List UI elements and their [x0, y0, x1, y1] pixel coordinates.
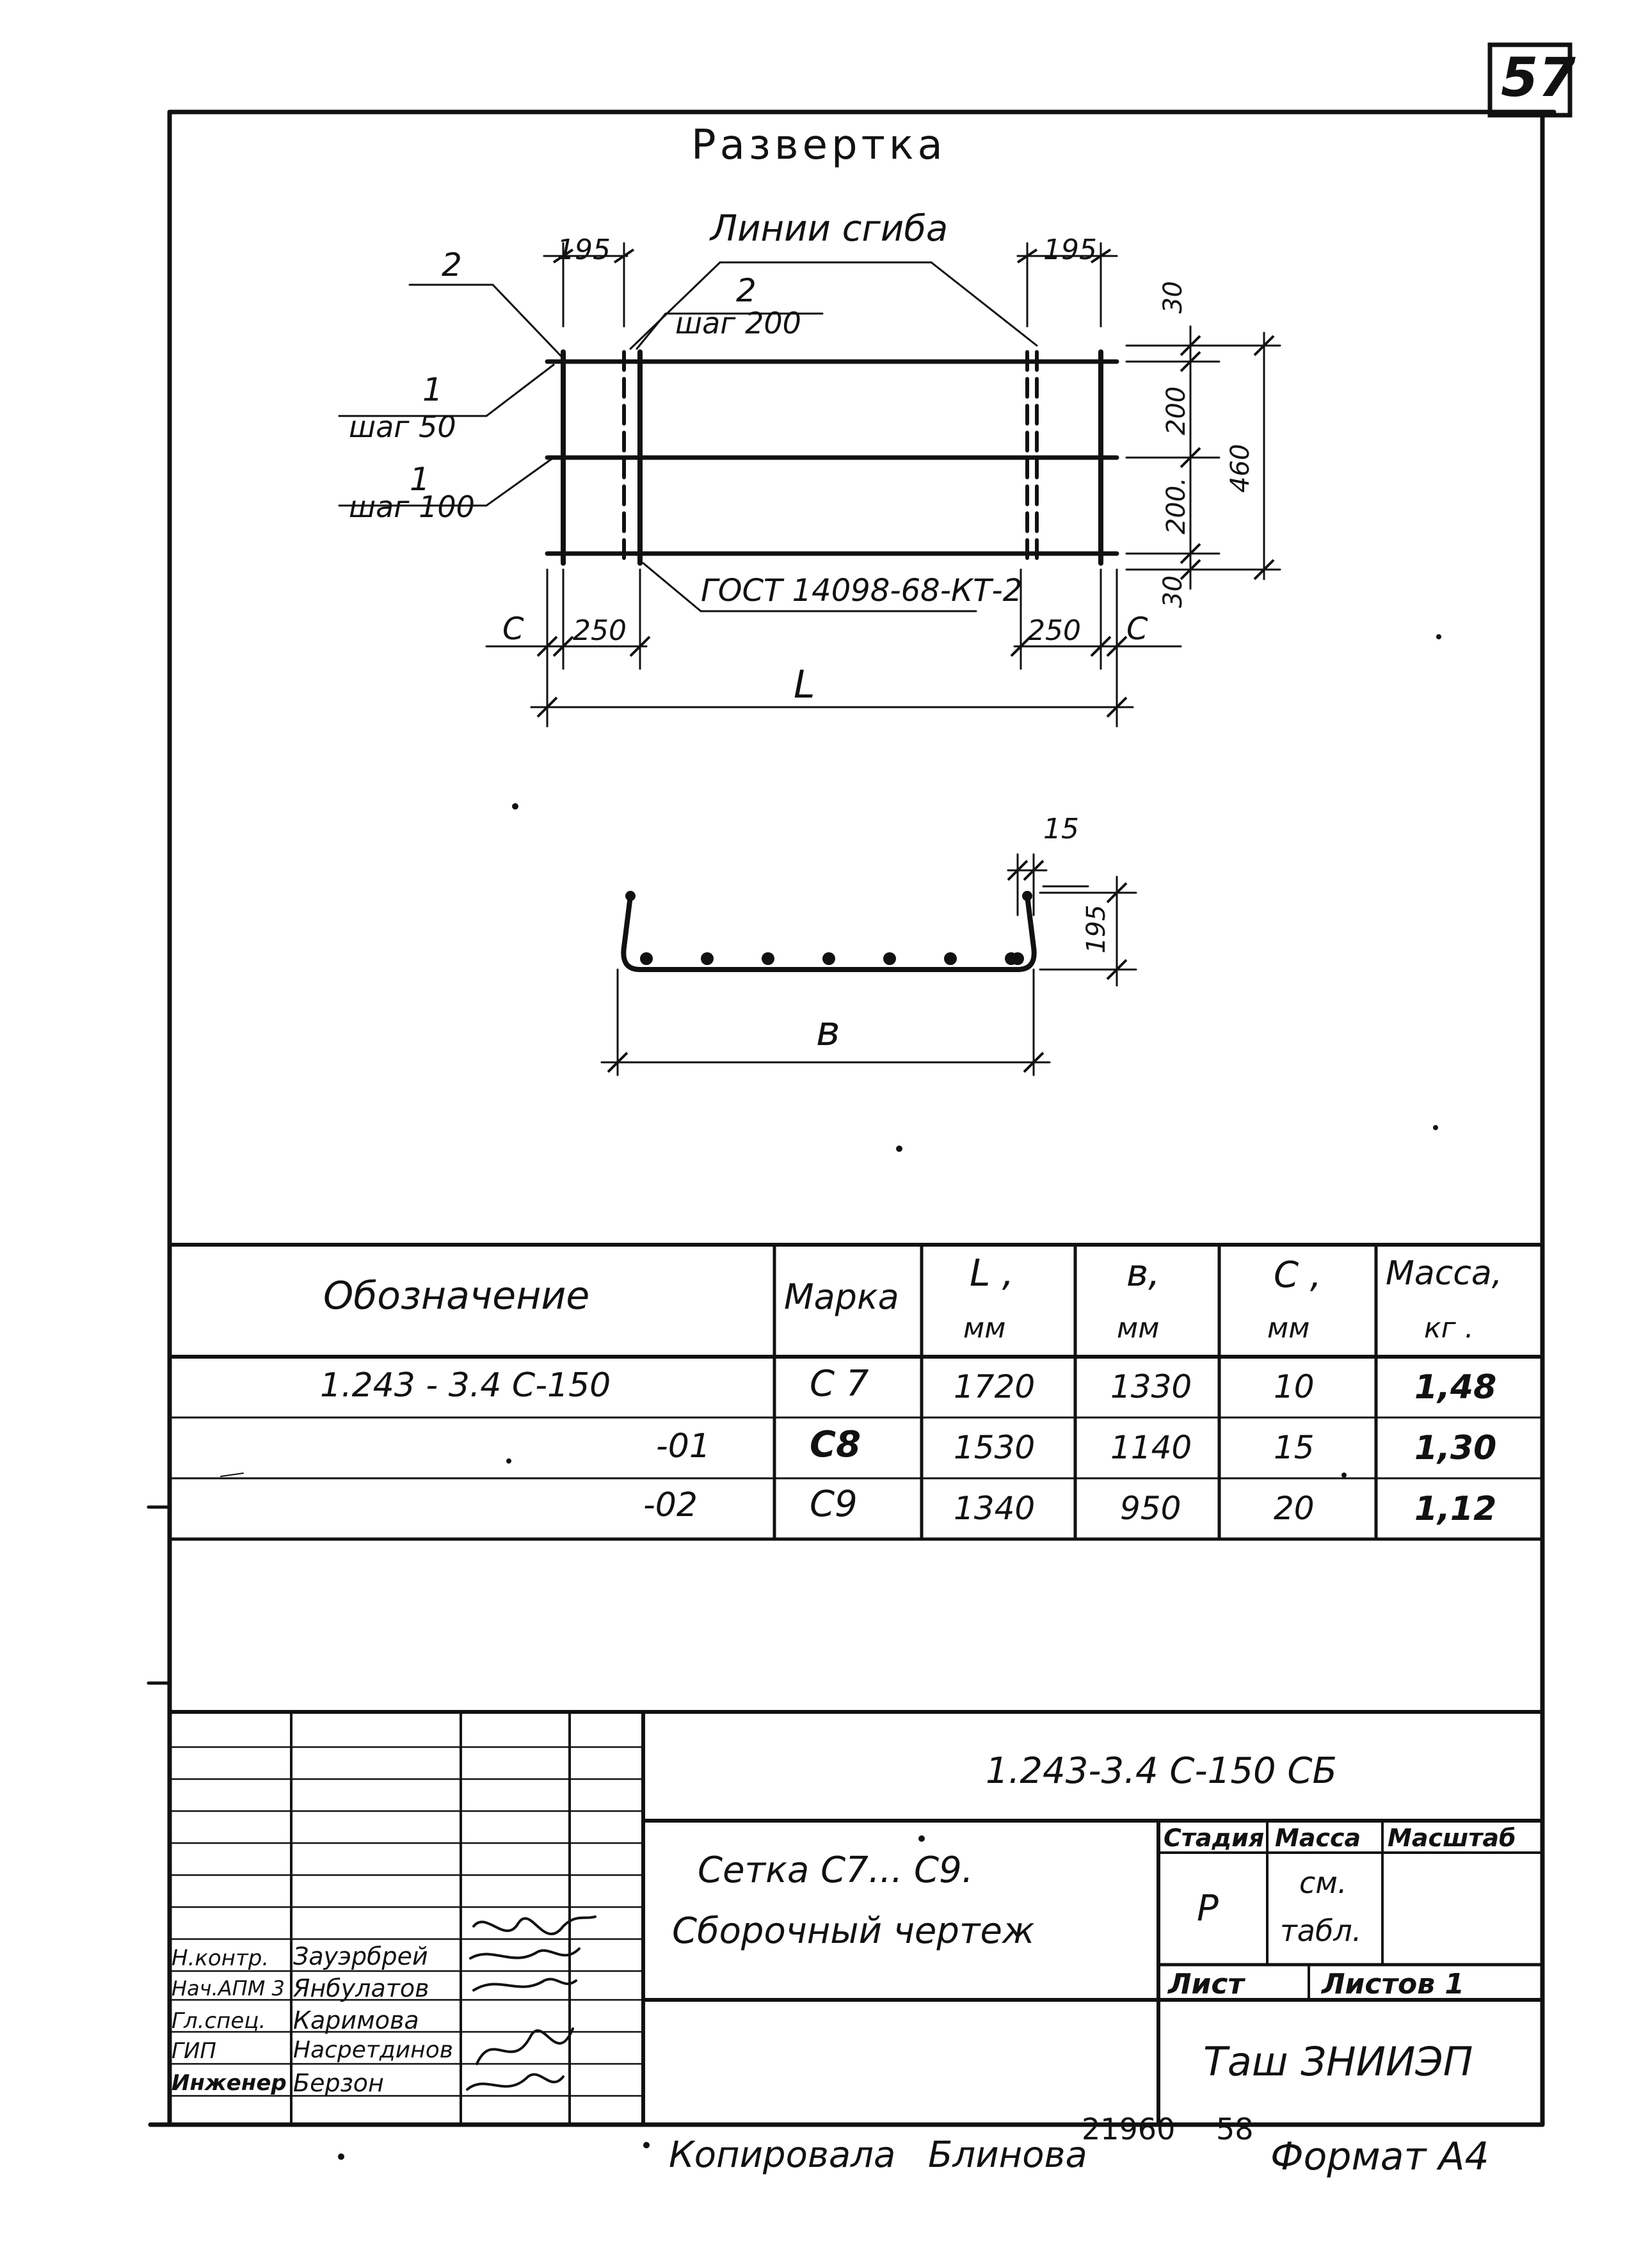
row2-L: 1530 [954, 1429, 1036, 1466]
row3-mass: 1,12 [1414, 1490, 1497, 1528]
footer-copied-by: Копировала [669, 2134, 896, 2176]
th-b-unit: мм [1117, 1312, 1160, 1345]
dim-200-b: 200. [1162, 477, 1191, 534]
th-L: L , [970, 1251, 1014, 1295]
row3-c: 20 [1274, 1490, 1315, 1527]
row2-designation: -01 [656, 1427, 710, 1465]
row3-L: 1340 [954, 1490, 1036, 1527]
name-zauerbrei: Зауэрбрей [293, 1942, 428, 1970]
name-nasretdinov: Насретдинов [293, 2037, 453, 2063]
role-engineer: Инженер [172, 2070, 287, 2096]
document-name-line1: Сетка С7... С9. [698, 1849, 973, 1891]
th-mass-unit: кг . [1424, 1312, 1474, 1345]
stage-label: Стадия [1164, 1824, 1265, 1852]
th-mass: Масса, [1386, 1254, 1503, 1293]
th-designation: Обозначение [323, 1274, 590, 1318]
footer-format: Формат А4 [1270, 2134, 1489, 2179]
callout-1b: 1 [410, 461, 430, 498]
role-gl-spec: Гл.спец. [172, 2008, 266, 2034]
callout-step-200: шаг 200 [675, 306, 801, 340]
name-yanbulatov: Янбулатов [293, 1974, 429, 2002]
role-n-kontr: Н.контр. [172, 1945, 269, 1971]
name-berzon: Берзон [293, 2069, 384, 2097]
section-dim-15: 15 [1043, 813, 1079, 845]
role-gip: ГИП [172, 2038, 216, 2064]
dim-30-top: 30 [1158, 281, 1188, 314]
callout-step-50: шаг 50 [349, 410, 456, 444]
row2-b: 1140 [1110, 1429, 1192, 1466]
section-dim-b: в [816, 1008, 840, 1055]
gost-label: ГОСТ 14098-68-КТ-2 [701, 573, 1023, 609]
row3-b: 950 [1120, 1490, 1181, 1527]
document-code: 1.243-3.4 С-150 СБ [986, 1750, 1337, 1792]
callout-step-100: шаг 100 [349, 490, 475, 524]
sheets-label: Листов 1 [1322, 1968, 1464, 2000]
scale-label: Масштаб [1388, 1824, 1516, 1852]
name-karimova: Каримова [293, 2006, 419, 2034]
drawing-title: Развертка [691, 122, 947, 169]
th-b: в, [1126, 1251, 1160, 1295]
callout-2-left: 2 [442, 246, 462, 284]
dim-L: L [794, 662, 815, 707]
row2-mass: 1,30 [1414, 1429, 1497, 1467]
th-c-unit: мм [1267, 1312, 1310, 1345]
footer-number-2: 58 [1216, 2112, 1254, 2146]
row3-mark: С9 [810, 1483, 858, 1525]
th-L-unit: мм [963, 1312, 1006, 1345]
dim-30-bottom: 30 [1158, 575, 1188, 608]
dim-195-right: 195 [1043, 234, 1097, 266]
row1-c: 10 [1274, 1368, 1315, 1405]
callout-1a: 1 [422, 371, 443, 408]
row1-b: 1330 [1110, 1368, 1192, 1405]
sheet-label: Лист [1168, 1968, 1244, 2000]
role-nach-apm3: Нач.АПМ 3 [172, 1976, 285, 2000]
row2-mark: С8 [810, 1424, 861, 1465]
mass-label: Масса [1275, 1824, 1361, 1852]
row2-c: 15 [1274, 1429, 1315, 1466]
row3-designation: -02 [643, 1486, 698, 1524]
callout-2-mid: 2 [736, 272, 756, 309]
organization: Таш ЗНИИЭП [1203, 2038, 1473, 2085]
mass-value-1: см. [1299, 1865, 1347, 1900]
row1-L: 1720 [954, 1368, 1036, 1405]
section-dim-195: 195 [1082, 904, 1111, 954]
th-c: С , [1274, 1254, 1322, 1296]
dim-460: 460 [1226, 443, 1255, 493]
footer-copier-name: Блинова [928, 2134, 1087, 2176]
dim-200-a: 200 [1162, 386, 1191, 435]
stage-value: Р [1197, 1888, 1219, 1929]
dim-195-left: 195 [557, 234, 611, 266]
dim-250-right: 250 [1027, 614, 1081, 647]
th-mark: Марка [784, 1277, 899, 1317]
dim-250-left: 250 [573, 614, 627, 647]
sheet-number: 57 [1501, 46, 1576, 109]
dim-c-right: С [1126, 611, 1148, 647]
row1-mass: 1,48 [1414, 1368, 1497, 1407]
dim-c-left: С [502, 611, 524, 647]
mass-value-2: табл. [1280, 1913, 1362, 1948]
row1-mark: С 7 [810, 1363, 869, 1405]
document-name-line2: Сборочный чертеж [672, 1910, 1035, 1952]
row1-designation: 1.243 - 3.4 С-150 [320, 1366, 611, 1405]
footer-number-1: 21960 [1082, 2112, 1176, 2146]
bend-lines-label: Линии сгиба [710, 208, 949, 250]
